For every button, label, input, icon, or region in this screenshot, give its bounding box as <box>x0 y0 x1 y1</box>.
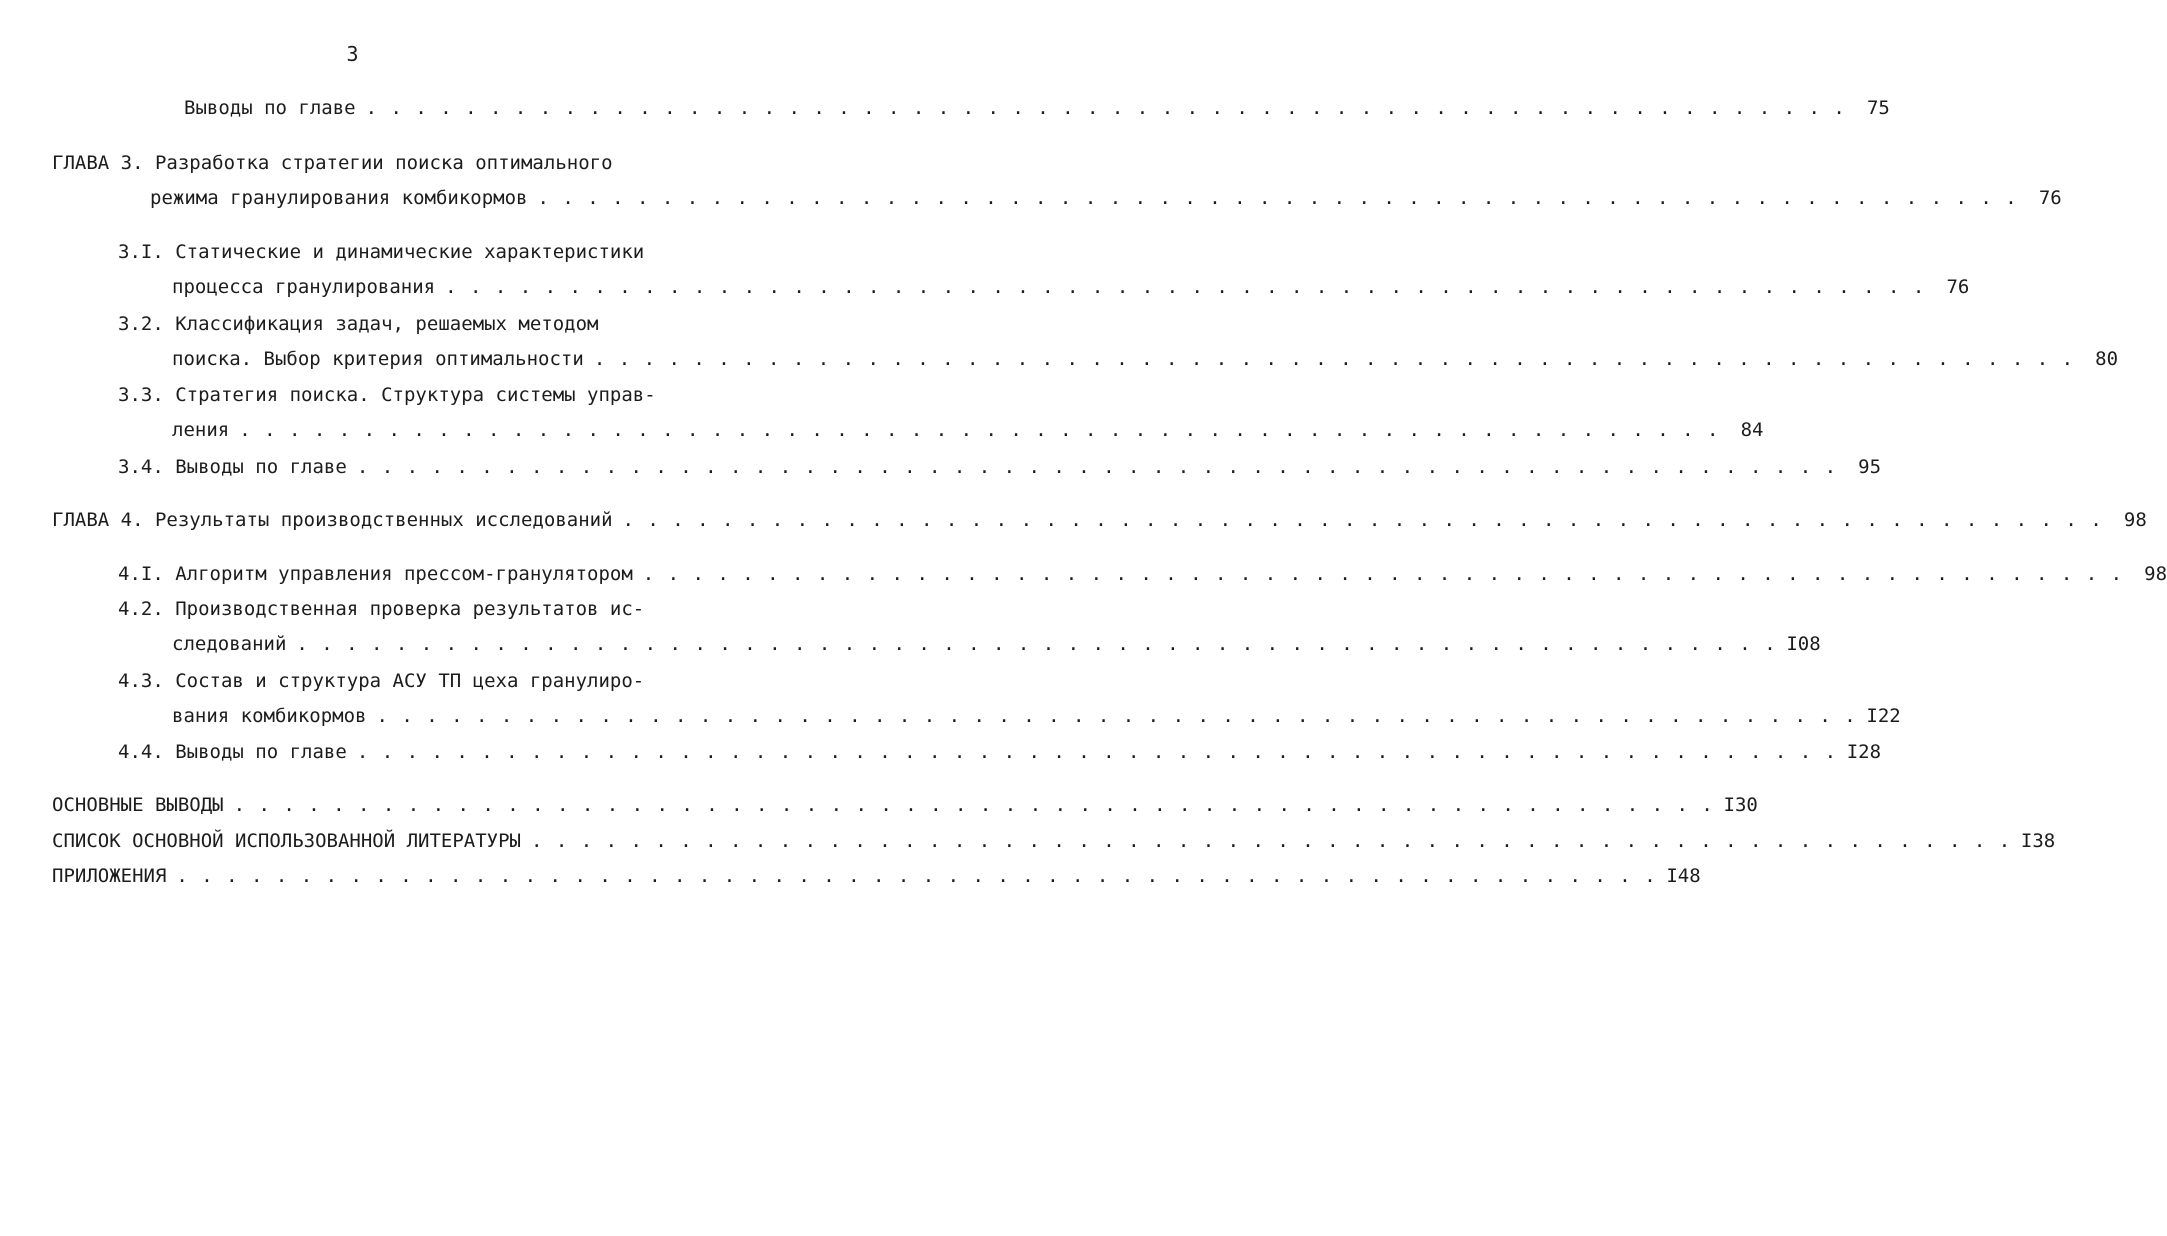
section-title-line1: Стратегия поиска. Структура системы управ- <box>175 384 656 406</box>
toc-entry-label: поиска. Выбор критерия оптимальности <box>172 348 584 370</box>
toc-entry-label: вания комбикормов <box>172 705 367 727</box>
toc-page-number: 76 <box>2038 187 2062 209</box>
toc-page-number: 75 <box>1866 97 1890 119</box>
toc-chapter-3-title[interactable]: ГЛАВА 3. Разработка стратегии поиска оптимального <box>52 152 613 174</box>
toc-page-number: I38 <box>2020 830 2056 852</box>
toc-entry-3-1[interactable] <box>172 273 1970 301</box>
toc-entry-label: процесса гранулирования <box>172 276 436 298</box>
toc-page-number: 98 <box>2144 563 2167 585</box>
toc-page-number: 84 <box>1740 419 1764 441</box>
section-number: 3.4. <box>118 456 164 478</box>
toc-entry-label: следований <box>172 633 287 655</box>
toc-entry-main-conclusions[interactable] <box>52 791 1758 819</box>
toc-entry-label <box>118 453 347 481</box>
toc-entry-label: ГЛАВА 4. Результаты производственных исследований <box>52 509 613 531</box>
section-title-line1: Классификация задач, решаемых методом <box>175 313 599 335</box>
toc-page-number: I48 <box>1666 865 1701 887</box>
dot-leader: . . . . . . . . . . . . . . . . . . . . . . . . . . . . . . . . . . . . . . . . . . . . . . . . . . . . . . . . . . . . <box>622 509 2103 531</box>
toc-entry-references[interactable] <box>52 827 2056 855</box>
section-title: Выводы по главе <box>175 456 347 478</box>
section-number: 3.I. <box>118 241 164 263</box>
section-number: 4.2. <box>118 598 164 620</box>
dot-leader: . . . . . . . . . . . . . . . . . . . . . . . . . . . . . . . . . . . . . . . . . . . . . . . . . . . . . . . . . . . . <box>642 563 2124 585</box>
section-title: Алгоритм управления прессом-гранулятором <box>175 563 633 585</box>
section-number: 4.I. <box>118 563 164 585</box>
toc-entry-label: Выводы по главе <box>184 97 356 119</box>
toc-entry-label: режима гранулирования комбикормов <box>150 187 528 209</box>
dot-leader: . . . . . . . . . . . . . . . . . . . . . . . . . . . . . . . . . . . . . . . . . . . . . . . . . . . . . . . . . . . . <box>296 633 1777 655</box>
toc-entry-label: ОСНОВНЫЕ ВЫВОДЫ <box>52 794 224 816</box>
toc-entry-4-1[interactable] <box>118 560 2167 588</box>
toc-entry-label: ления <box>172 419 230 441</box>
dot-leader: . . . . . . . . . . . . . . . . . . . . . . . . . . . . . . . . . . . . . . . . . . . . . . . . . . . . . . . . . . . . <box>537 187 2018 209</box>
toc-entry-appendices[interactable] <box>52 862 1701 890</box>
dot-leader: . . . . . . . . . . . . . . . . . . . . . . . . . . . . . . . . . . . . . . . . . . . . . . . . . . . . . . . . . . . . <box>356 456 1838 478</box>
toc-entry-4-4[interactable] <box>118 738 1882 766</box>
section-title-line1: Статические и динамические характеристики <box>175 241 645 263</box>
toc-entry-label: ПРИЛОЖЕНИЯ <box>52 865 167 887</box>
toc-entry-label <box>118 738 347 766</box>
toc-entry-3-2[interactable] <box>172 345 2119 373</box>
toc-entry-3-3[interactable] <box>172 416 1764 444</box>
dot-leader: . . . . . . . . . . . . . . . . . . . . . . . . . . . . . . . . . . . . . . . . . . . . . . . . . . . . . . . . . . . . <box>593 348 2075 370</box>
dot-leader: . . . . . . . . . . . . . . . . . . . . . . . . . . . . . . . . . . . . . . . . . . . . . . . . . . . . . . . . . . . . <box>356 741 1838 763</box>
section-number: 4.3. <box>118 670 164 692</box>
toc-entry-ch4[interactable] <box>52 506 2147 534</box>
dot-leader: . . . . . . . . . . . . . . . . . . . . . . . . . . . . . . . . . . . . . . . . . . . . . . . . . . . . . . . . . . . . <box>531 830 2012 852</box>
toc-page-number: 80 <box>2095 348 2119 370</box>
toc-section-4-3[interactable] <box>118 667 718 695</box>
toc-section-4-2[interactable] <box>118 595 718 623</box>
toc-section-3-3[interactable] <box>118 381 718 409</box>
page-number: 3 <box>346 42 359 66</box>
toc-page-number: 98 <box>2123 509 2147 531</box>
toc-page-number: I28 <box>1846 741 1882 763</box>
dot-leader: . . . . . . . . . . . . . . . . . . . . . . . . . . . . . . . . . . . . . . . . . . . . . . . . . . . . . . . . . . . . <box>176 865 1657 887</box>
toc-entry-4-3[interactable] <box>172 702 1901 730</box>
dot-leader: . . . . . . . . . . . . . . . . . . . . . . . . . . . . . . . . . . . . . . . . . . . . . . . . . . . . . . . . . . . . <box>365 97 1846 119</box>
section-title-line1: Производственная проверка результатов ис- <box>175 598 645 620</box>
dot-leader: . . . . . . . . . . . . . . . . . . . . . . . . . . . . . . . . . . . . . . . . . . . . . . . . . . . . . . . . . . . . <box>445 276 1926 298</box>
toc-page-number: I30 <box>1723 794 1758 816</box>
section-title: Выводы по главе <box>175 741 347 763</box>
toc-page-number: I08 <box>1786 633 1821 655</box>
toc-entry-ch3[interactable] <box>150 184 2062 212</box>
toc-entry-4-2[interactable] <box>172 630 1821 658</box>
section-title-line1: Состав и структура АСУ ТП цеха гранулиро- <box>175 670 645 692</box>
toc-page-number: I22 <box>1866 705 1901 727</box>
toc-entry-label <box>118 560 633 588</box>
section-number: 4.4. <box>118 741 164 763</box>
toc-page-number: 95 <box>1858 456 1882 478</box>
dot-leader: . . . . . . . . . . . . . . . . . . . . . . . . . . . . . . . . . . . . . . . . . . . . . . . . . . . . . . . . . . . . <box>376 705 1857 727</box>
toc-entry-ch2-conclusions[interactable] <box>184 94 1890 122</box>
toc-page-number: 76 <box>1946 276 1970 298</box>
toc-entry-3-4[interactable] <box>118 453 1882 481</box>
toc-entry-label: СПИСОК ОСНОВНОЙ ИСПОЛЬЗОВАННОЙ ЛИТЕРАТУРЫ <box>52 830 521 852</box>
section-number: 3.3. <box>118 384 164 406</box>
toc-section-3-1[interactable] <box>118 238 718 266</box>
dot-leader: . . . . . . . . . . . . . . . . . . . . . . . . . . . . . . . . . . . . . . . . . . . . . . . . . . . . . . . . . . . . <box>233 794 1714 816</box>
toc-section-3-2[interactable] <box>118 310 718 338</box>
section-number: 3.2. <box>118 313 164 335</box>
dot-leader: . . . . . . . . . . . . . . . . . . . . . . . . . . . . . . . . . . . . . . . . . . . . . . . . . . . . . . . . . . . . <box>239 419 1720 441</box>
